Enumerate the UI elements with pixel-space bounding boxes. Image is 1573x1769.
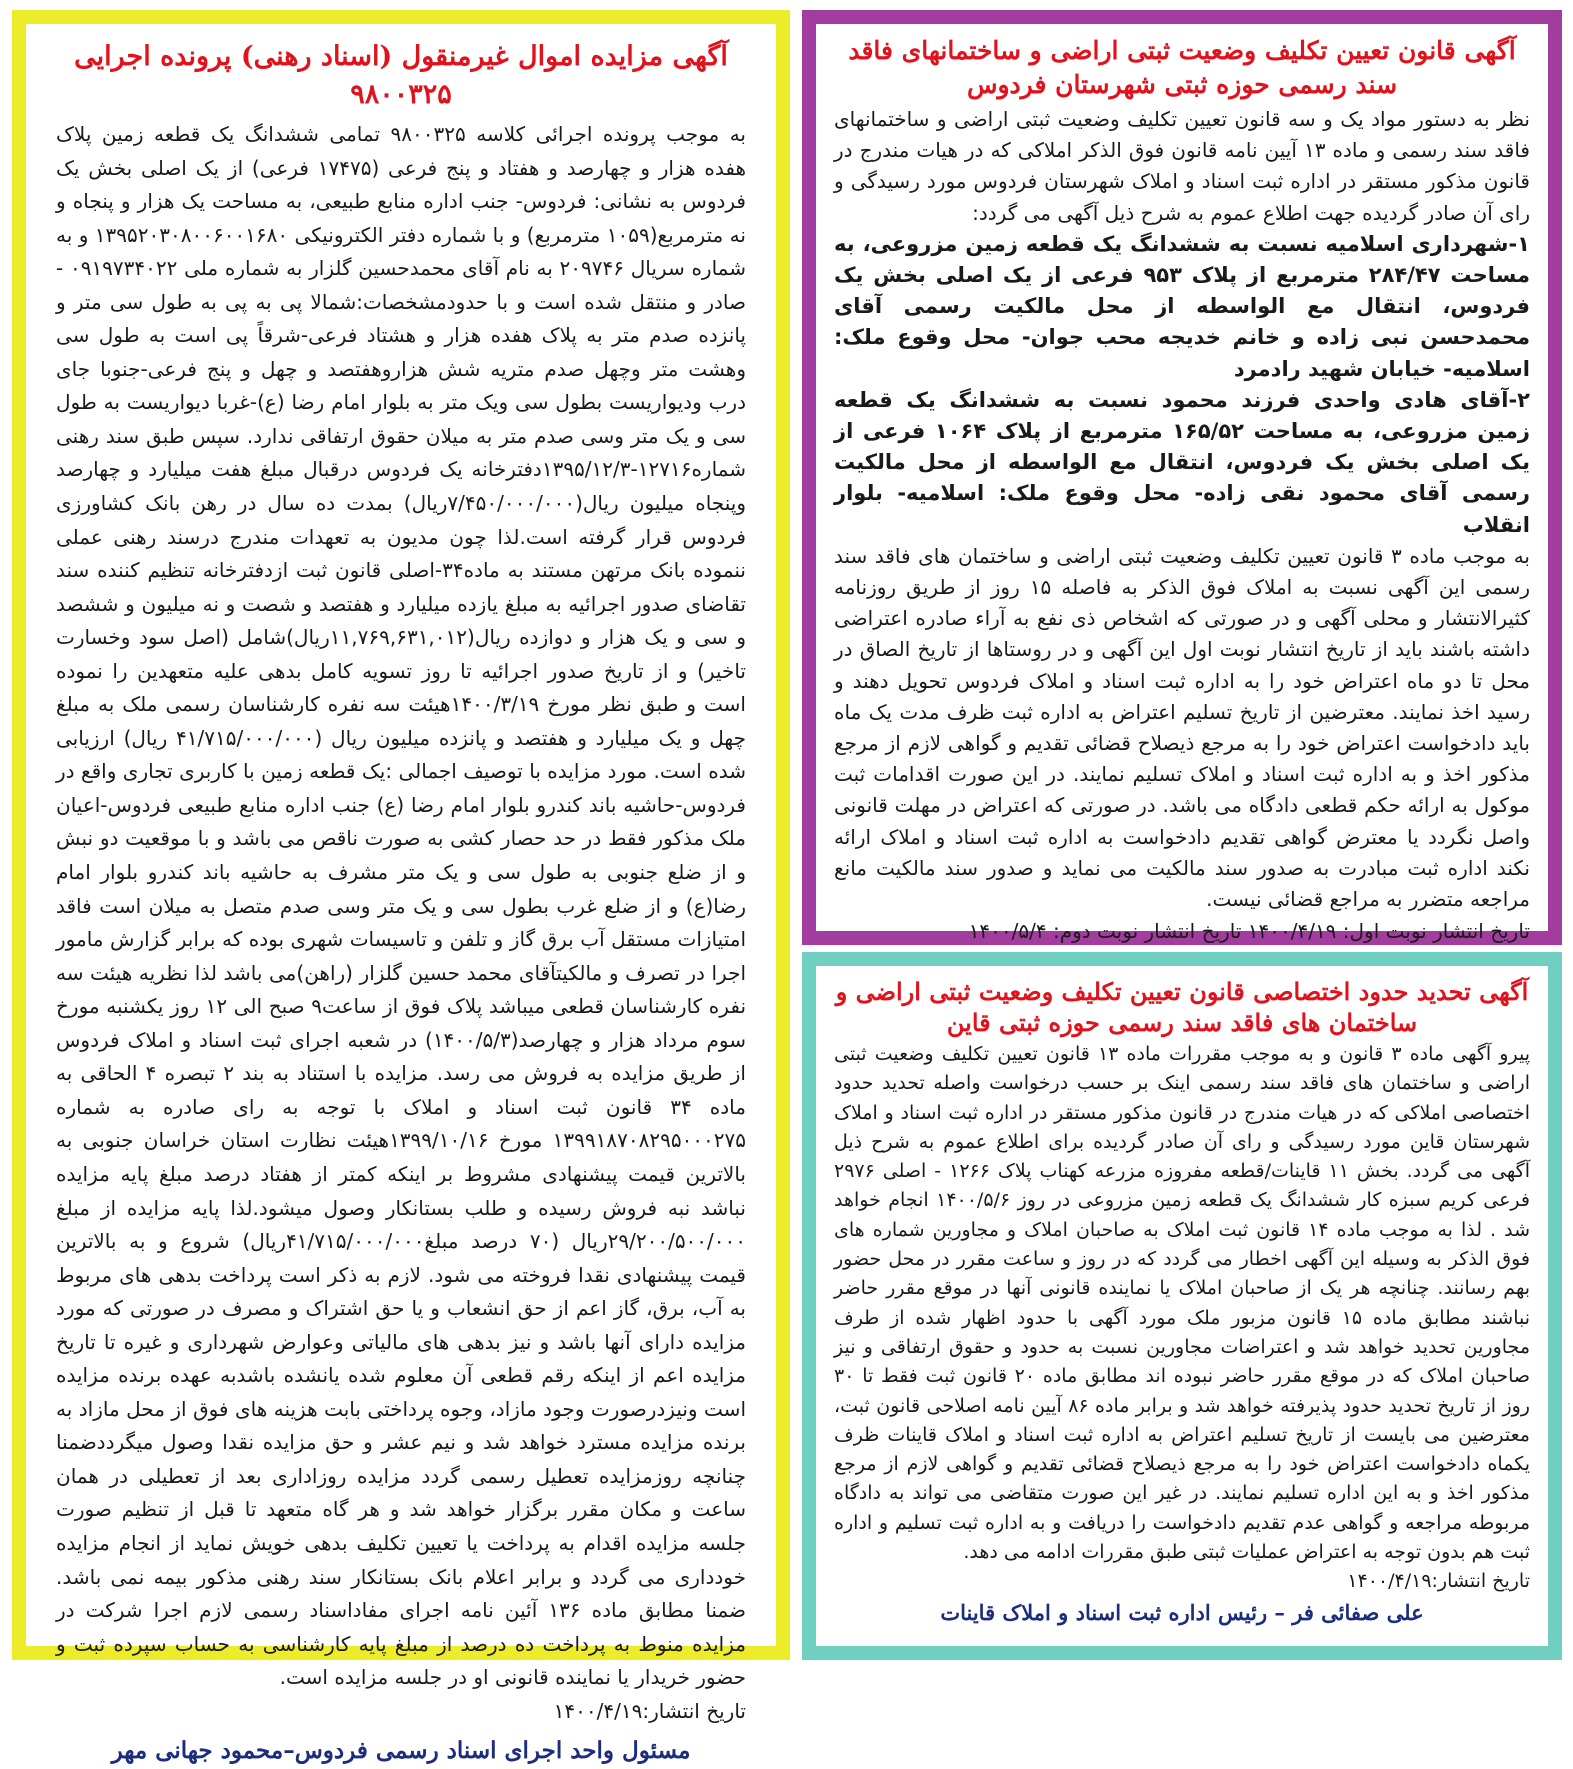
land-notice-item-2: ۲-آقای هادی واحدی فرزند محمود نسبت به ششدانگ یک قطعه زمین مزروعی، به مساحت ۱۶۵/۵۲ مترمربع از پلاک ۱۰۶۴ فرعی از یک اصلی بخش یک فردوس، انتقال مع الواسطه از محل مالکیت رسمی آقای محمود نقی زاده- محل وقوع ملک: اسلامیه- بلوار انقلاب [834,387,1530,537]
land-notice-intro: نظر به دستور مواد یک و سه قانون تعیین تکلیف وضعیت ثبتی اراضی و ساختمانهای فاقد سند رسمی و ماده ۱۳ آیین نامه قانون فوق الذکر املاکی که در هیات مندرج در قانون مذکور مستقر در اداره ثبت اسناد و املاک شهرستان فردوس مورد رسیدگی و رای آن صادر گردیده جهت اطلاع عموم به شرح ذیل آگهی می گردد: [834,107,1530,225]
auction-signature: مسئول واحد اجرای اسناد رسمی فردوس–محمود جهانی مهر [111,1736,691,1764]
boundary-notice-body: پیرو آگهی ماده ۳ قانون و به موجب مقررات ماده ۱۳ قانون تعیین تکلیف وضعیت ثبتی اراضی و ساختمان های فاقد سند رسمی اینک بر حسب درخواست واصله تحدید حدود اختصاصی املاکی که در هیات مندرج در قانون مذکور مستقر در اداره ثبت اسناد و املاک شهرستان قاین مورد رسیدگی و رای آن صادر گردیده برای اطلاع عموم به شرح ذیل آگهی می گردد. بخش ۱۱ قاینات/قطعه مفروزه مزرعه کهناب پلاک ۱۲۶۶ - اصلی ۲۹۷۶ فرعی کریم سبزه کار ششدانگ یک قطعه زمین مزروعی در روز ۱۴۰۰/۵/۶ انجام خواهد شد . لذا به موجب ماده ۱۴ قانون ثبت املاک به صاحبان املاک و مجاورین شماره های فوق الذکر به وسیله این آگهی اخطار می گردد که در روز و ساعت مقرر در محل حضور بهم رسانند. چنانچه هر یک از صاحبان املاک یا نماینده قانونی آنها در موقع مقرر حاضر نباشند مطابق ماده ۱۵ قانون مزبور ملک مورد آگهی با حدود اظهار شده از طرف مجاورین تحدید خواهد شد و اعتراضات مجاورین نسبت به حدود و حقوق ارتفاقی و نیز صاحبان املاک که در موقع مقرر حاضر نبوده اند مطابق ماده ۲۰ قانون ثبت فقط تا ۳۰ روز از تاریخ تحدید حدود پذیرفته خواهد شد و برابر ماده ۸۶ آیین نامه اصلاحی قانون ثبت، معترضین می بایست از تاریخ تسلیم اعتراض به اداره ثبت اسناد و املاک قاینات ظرف یکماه دادخواست اعتراض خود را به مرجع ذیصلاح قضائی تقدیم و گواهی لازم از مرجع مذکور اخذ و به این اداره تسلیم نمایند. در غیر این صورت متقاضی می تواند به دادگاه مربوطه مراجعه و گواهی عدم تقدیم دادخواست را دریافت و به اداره ثبت تسلیم و اداره ثبت هم بدون توجه به اعتراض عملیات ثبتی طبق مقررات ادامه می دهد. [834,1043,1531,1564]
land-notice-item-1: ۱-شهرداری اسلامیه نسبت به ششدانگ یک قطعه زمین مزروعی، به مساحت ۲۸۴/۴۷ مترمربع از پلاک ۹۵۳ فرعی از یک اصلی بخش یک فردوس، انتقال مع الواسطه از محل مالکیت رسمی آقای محمدحسن نبی زاده و خانم خدیجه محب جوان- محل وقوع ملک: اسلامیه- خیابان شهید رادمرد [834,231,1530,381]
boundary-notice-signature: علی صفائی فر – رئیس اداره ثبت اسناد و املاک قاینات [940,1600,1424,1626]
auction-notice-box [12,10,790,1764]
auction-notice-body: به موجب پرونده اجرائی کلاسه ۹۸۰۰۳۲۵ تمامی ششدانگ یک قطعه زمین پلاک هفده هزار و چهارصد و هفتاد و پنج فرعی (۱۷۴۷۵ فرعی) از یک اصلی بخش یک فردوس به نشانی: فردوس- جنب اداره منابع طبیعی، به مساحت یک هزار و پنجاه و نه مترمربع(۱۰۵۹ مترمربع) و با شماره دفتر الکترونیکی ۱۳۹۵۲۰۳۰۸۰۰۶۰۰۱۶۸۰ و به شماره سریال ۲۰۹۷۴۶ به نام آقای محمدحسین گلزار به شماره ملی ۰۹۱۹۷۳۴۰۲۲ - صادر و منتقل شده است و با حدودمشخصات:شمالا پی به پی به طول سی متر و پانزده صدم متر به پلاک هفده هزار و هشتاد فرعی-شرقاً پی است به طول سی وهشت متر وچهل صدم متریه شش هزاروهفتصد و چهل و پنج فرعی-جنوبا جای درب ودیواریست بطول سی ویک متر به بلوار امام رضا (ع)-غربا دیواریست به طول سی و یک متر وسی صدم متر به میلان حقوق ارتفاقی ندارد. سپس طبق سند رهنی شماره۱۲۷۱۶-۱۳۹۵/۱۲/۳دفترخانه یک فردوس درقبال مبلغ هفت میلیارد و چهارصد وپنجاه میلیون ریال(۷/۴۵۰/۰۰۰/۰۰۰ریال) بمدت ده سال در رهن بانک کشاورزی فردوس قرار گرفته است.لذا چون مدیون به تعهدات مندرج درسند رهنی عملی ننموده بانک مرتهن مستند به ماده۳۴-اصلی قانون ثبت ازدفترخانه تنظیم کننده سند تقاضای صدور اجرائیه به مبلغ یازده میلیارد و هفتصد و شصت و نه میلیون و ششصد و سی و یک هزار و دوازده ریال(۱۱,۷۶۹,۶۳۱,۰۱۲ریال)شامل (اصل سود وخسارت تاخیر) و از تاریخ صدور اجرائیه تا روز تسویه کامل بدهی علیه متعهدین را نموده است و طبق نظر مورخ ۱۴۰۰/۳/۱۹هیئت سه نفره کارشناسان رسمی ملک به مبلغ چهل و یک میلیارد و هفتصد و پانزده میلیون ریال (۴۱/۷۱۵/۰۰۰/۰۰۰ ریال) ارزیابی شده است. مورد مزایده با توصیف اجمالی :یک قطعه زمین با کاربری تجاری واقع در فردوس-حاشیه باند کندرو بلوار امام رضا (ع) جنب اداره منابع طبیعی فردوس-اعیان ملک مذکور فقط در حد حصار کشی به صورت ناقص می باشد و با موقعیت دو نبش و از ضلع جنوبی به طول سی و یک متر مشرف به حاشیه باند کندرو بلوار امام رضا(ع) و از ضلع غرب بطول سی و یک متر وسی صدم متصل به میلان است فاقد امتیازات مستقل آب برق گاز و تلفن و تاسیسات شهری بوده که برابر گزارش مامور اجرا در تصرف و مالکیتآقای محمد حسین گلزار (راهن)می باشد لذا نظریه هیئت سه نفره کارشناسان قطعی میباشد پلاک فوق از ساعت۹ صبح الی ۱۲ روز یکشنبه مورخ سوم مرداد هزار و چهارصد(۱۴۰۰/۵/۳) در شعبه اجرای ثبت اسناد و املاک فردوس از طریق مزایده به فروش می رسد. مزایده با استناد به بند ۲ تبصره ۴ الحاقی به ماده ۳۴ قانون ثبت اسناد و املاک با توجه به رای صادره به شماره ۱۳۹۹۱۸۷۰۸۲۹۵۰۰۰۲۷۵ مورخ ۱۳۹۹/۱۰/۱۶هیئت نظارت استان خراسان جنوبی به بالاترین قیمت پیشنهادی مشروط بر اینکه کمتر از هفتاد درصد مبلغ پایه مزایده نباشد نبه فروش رسیده و طلب بستانکار وصول میشود.لذا پایه مزایده از مبلغ ۲۹/۲۰۰/۵۰۰/۰۰۰ریال (۷۰ درصد مبلغ۴۱/۷۱۵/۰۰۰/۰۰۰ریال) شروع و به بالاترین قیمت پیشنهادی نقدا فروخته می شود. لازم به ذکر است پرداخت بدهی های مربوط به آب، برق، گاز اعم از حق انشعاب و یا حق اشتراک و مصرف در صورتی که مورد مزایده دارای آنها باشد و نیز بدهی های مالیاتی وعوارض شهرداری و غیره تا تاریخ مزایده اعم از اینکه رقم قطعی آن معلوم شده یانشده باشدبه عهده برنده مزایده است ونیزدرصورت وجود مازاد، وجوه پرداختی بابت هزینه های فوق از محل مازاد به برنده مزایده مسترد خواهد شد و نیم عشر و حق مزایده نقدا وصول میگرددضمنا چنانچه روزمزایده تعطیل رسمی گردد مزایده روزاداری بعد از تعطیلی در همان ساعت و مکان مقرر برگزار خواهد شد و هر گاه متعهد تا قبل از تنظیم صورت جلسه مزایده اقدام به پرداخت یا تعیین تکلیف بدهی خویش نماید از انجام مزایده خودداری می گردد و برابر اعلام بانک بستانکار سند رهنی مذکور بیمه نمی باشد. ضمنا مطابق ماده ۱۳۶ آئین نامه اجرای مفاداسناد رسمی لازم اجرا شرکت در مزایده منوط به پرداخت ده درصد از مبلغ پایه کارشناسی به حساب سپرده ثبت و حضور خریدار یا نماینده قانونی او در جلسه مزایده است. [56,122,747,1690]
land-notice-body: به موجب ماده ۳ قانون تعیین تکلیف وضعیت ثبتی اراضی و ساختمان های فاقد سند رسمی این آگهی نسبت به املاک فوق الذکر به فاصله ۱۵ روز از طریق روزنامه کثیرالانتشار و محلی آگهی و در صورتی که اشخاص ذی نفع به آراء صادره اعتراضی داشته باشند باید از تاریخ انتشار نوبت اول این آگهی و در روستاها از تاریخ الصاق در محل تا دو ماه اعتراض خود را به اداره ثبت اسناد و املاک فردوس تحویل دهند و رسید اخذ نمایند. معترضین از تاریخ تسلیم اعتراض به اداره ثبت ظرف مدت یک ماه باید دادخواست اعتراض خود را به مرجع ذیصلاح قضائی تقدیم و گواهی لازم از مرجع مذکور اخذ و به اداره ثبت اسناد و املاک تسلیم نمایند. در این صورت اقدامات ثبت موکول به ارائه حکم قطعی دادگاه می باشد. در صورتی که اعتراض در مهلت قانونی واصل نگردد یا معترض گواهی تقدیم دادخواست به اداره ثبت اسناد و املاک ارائه نکند اداره ثبت مبادرت به صدور سند مالکیت می نماید و صدور سند مالکیت مانع مراجعه متضرر به مراجع قضائی نیست. [834,543,1530,912]
boundary-demarcation-notice-box [802,952,1562,1660]
land-notice-publish-dates: تاریخ انتشار نوبت اول: ۱۴۰۰/۴/۱۹ تاریخ انتشار نوبت دوم: ۱۴۰۰/۵/۴ [968,919,1530,944]
boundary-notice-title: آگهی تحدید حدود اختصاصی قانون تعیین تکلیف وضعیت ثبتی اراضی و ساختمان های فاقد سند رسمی حوزه ثبتی قاین [835,977,1529,1037]
land-registration-notice-box [802,10,1562,945]
auction-notice-title: آگهی مزایده اموال غیرمنقول (اسناد رهنی) پرونده اجرایی ۹۸۰۰۳۲۵ [74,41,728,110]
land-notice-title: آگهی قانون تعیین تکلیف وضعیت ثبتی اراضی و ساختمانهای فاقد سند رسمی حوزه ثبتی شهرستان فردوس [848,36,1516,99]
boundary-publish-date: تاریخ انتشار:۱۴۰۰/۴/۱۹ [1347,1570,1530,1593]
auction-publish-date: تاریخ انتشار:۱۴۰۰/۴/۱۹ [553,1698,746,1723]
